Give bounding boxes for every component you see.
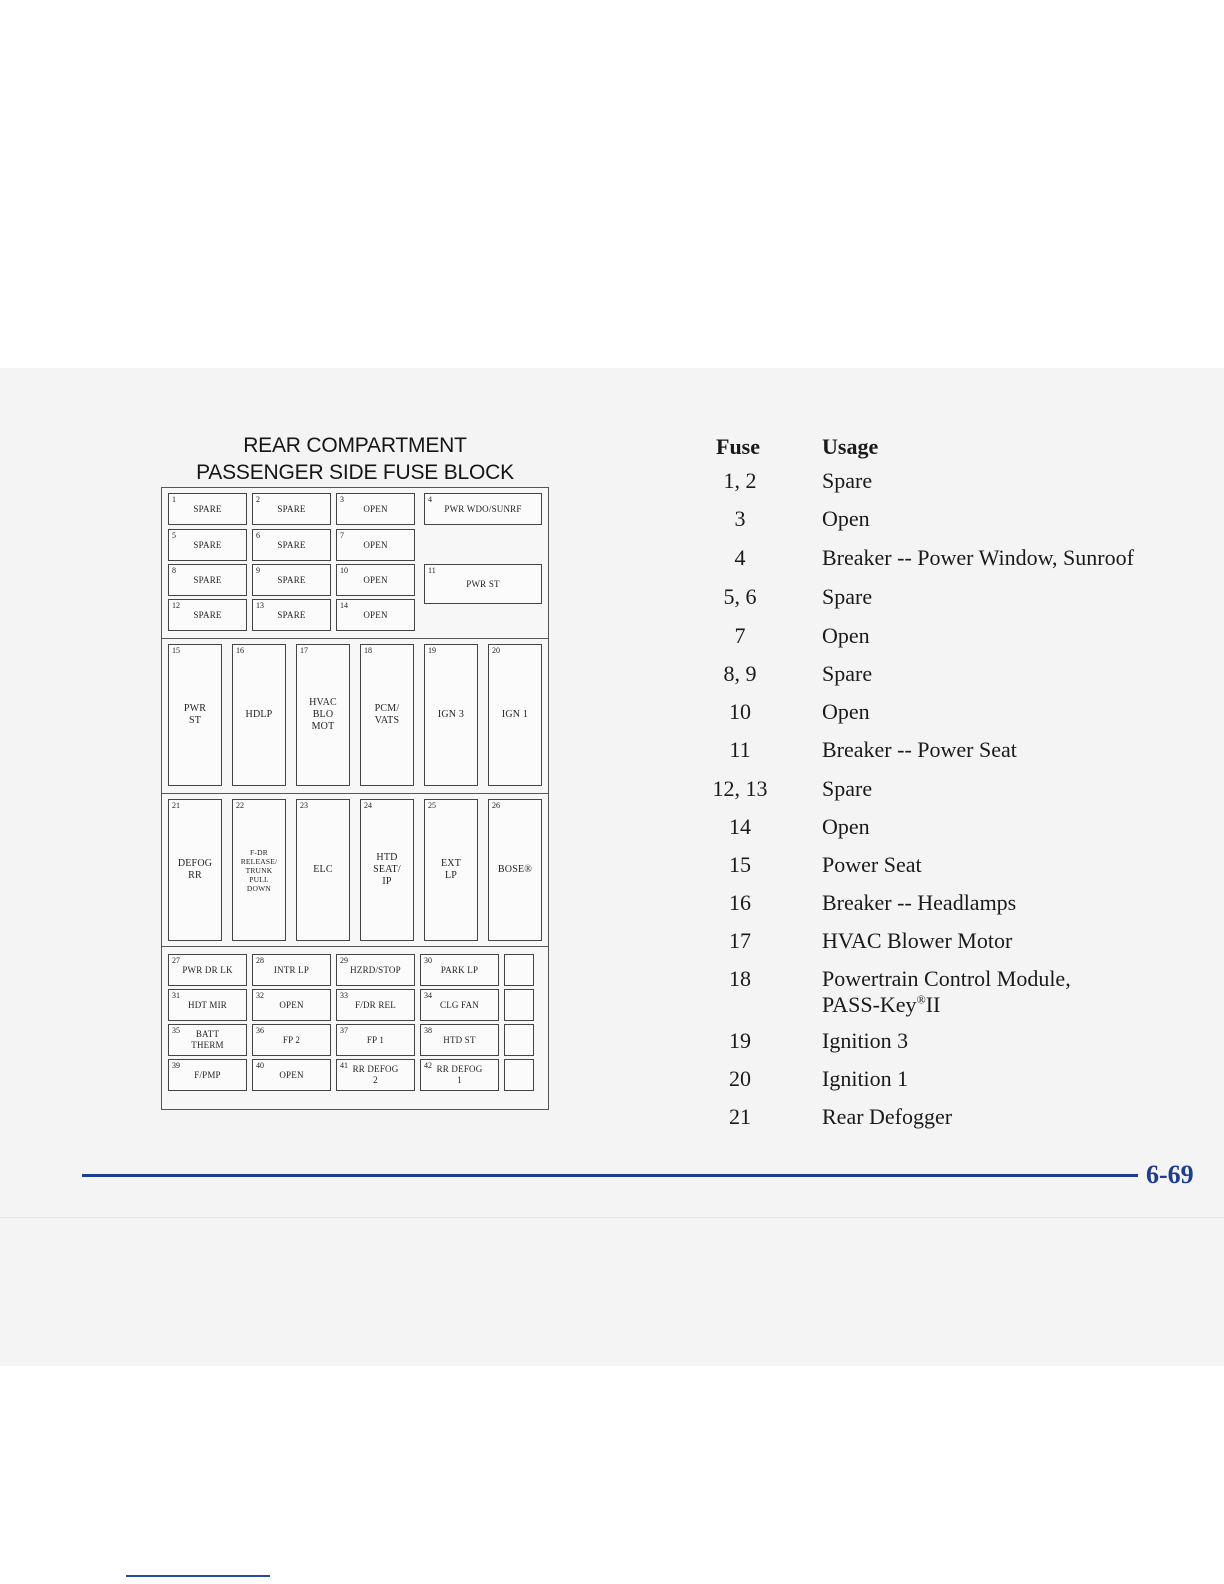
fuse-number-cell: 4 <box>734 545 746 570</box>
fuse-label: IGN 3 <box>437 709 465 720</box>
fuse-number: 40 <box>256 1061 264 1070</box>
fuse-label: SPARE <box>193 574 222 585</box>
fuse-label: PWR DR LK <box>182 964 233 975</box>
fuse-number: 14 <box>340 601 348 610</box>
fuse-number: 24 <box>364 801 372 810</box>
fuse-number: 32 <box>256 991 264 1000</box>
fuse-label: PWR WDO/SUNRF <box>444 503 522 514</box>
table-row <box>0 1028 1224 1056</box>
fuse-number: 28 <box>256 956 264 965</box>
fuse-number-cell: 18 <box>729 966 751 991</box>
fuse-number-cell: 16 <box>729 890 751 915</box>
usage-cell: HVAC Blower Motor <box>822 928 1013 953</box>
usage-cell: Spare <box>822 776 873 801</box>
fuse-number: 42 <box>424 1061 432 1070</box>
fuse-number-cell: 7 <box>734 623 746 648</box>
table-row <box>0 545 1224 573</box>
fuse-number: 5 <box>172 531 176 540</box>
fuse-number: 39 <box>172 1061 180 1070</box>
column-header-fuse: Fuse <box>716 434 760 459</box>
fuse-number-cell: 15 <box>729 852 751 877</box>
fuse-number: 27 <box>172 956 180 965</box>
usage-cell: Open <box>822 814 870 839</box>
column-header-usage: Usage <box>822 434 879 459</box>
usage-cell: Ignition 1 <box>822 1066 909 1091</box>
fuse-number: 35 <box>172 1026 180 1035</box>
fuse-number: 12 <box>172 601 180 610</box>
fuse-number: 13 <box>256 601 264 610</box>
fuse-label: OPEN <box>363 539 388 550</box>
fuse-number: 11 <box>428 566 436 575</box>
table-row <box>0 506 1224 534</box>
fuse-number: 33 <box>340 991 348 1000</box>
link-underline <box>126 1575 270 1577</box>
table-row <box>0 468 1224 496</box>
diagram-title-line-2: PASSENGER SIDE FUSE BLOCK <box>196 461 514 484</box>
fuse-number: 21 <box>172 801 180 810</box>
fuse-number-cell: 14 <box>729 814 751 839</box>
fuse-label: HTD SEAT/ IP <box>373 852 401 887</box>
fuse-label: OPEN <box>363 503 388 514</box>
fuse-label: ELC <box>313 864 333 875</box>
fuse-number: 7 <box>340 531 344 540</box>
usage-cell: Open <box>822 699 870 724</box>
fuse-number: 15 <box>172 646 180 655</box>
fuse-number-cell: 1, 2 <box>723 468 757 493</box>
fuse-label: OPEN <box>363 609 388 620</box>
table-row <box>0 776 1224 804</box>
fuse-number: 26 <box>492 801 500 810</box>
usage-cell: Ignition 3 <box>822 1028 909 1053</box>
fuse-number-cell: 11 <box>729 737 751 762</box>
page-number: 6-69 <box>1146 1160 1194 1189</box>
fuse-number: 37 <box>340 1026 348 1035</box>
fuse-label: INTR LP <box>273 964 310 975</box>
fuse-number: 31 <box>172 991 180 1000</box>
table-row <box>0 852 1224 880</box>
fuse-label: HTD ST <box>443 1034 476 1045</box>
fuse-label: HDLP <box>245 709 273 720</box>
diagram-title-line-1: REAR COMPARTMENT <box>243 434 467 457</box>
usage-cell: Rear Defogger <box>822 1104 953 1129</box>
fuse-label: CLG FAN <box>440 999 479 1010</box>
usage-cell: Power Seat <box>822 852 922 877</box>
fuse-label: SPARE <box>193 503 222 514</box>
fuse-label: FP 2 <box>282 1034 301 1045</box>
fuse-label: SPARE <box>193 539 222 550</box>
fuse-label: BATT THERM <box>191 1029 224 1050</box>
fuse-label: HZRD/STOP <box>350 964 401 975</box>
fuse-number: 22 <box>236 801 244 810</box>
table-row <box>0 928 1224 956</box>
fuse-number: 38 <box>424 1026 432 1035</box>
usage-cell: Open <box>822 506 870 531</box>
fuse-number: 8 <box>172 566 176 575</box>
fuse-number: 2 <box>256 495 260 504</box>
usage-cell: Spare <box>822 584 873 609</box>
table-row <box>0 623 1224 651</box>
fuse-number: 4 <box>428 495 432 504</box>
table-row <box>0 1104 1224 1132</box>
table-row <box>0 814 1224 842</box>
fuse-label: RR DEFOG 2 <box>352 1064 399 1085</box>
fuse-number: 20 <box>492 646 500 655</box>
table-row <box>0 1066 1224 1094</box>
fuse-number: 19 <box>428 646 436 655</box>
usage-cell: Open <box>822 623 870 648</box>
fuse-number: 9 <box>256 566 260 575</box>
fuse-number: 17 <box>300 646 308 655</box>
fuse-label: SPARE <box>277 574 306 585</box>
usage-cell: Spare <box>822 661 873 686</box>
usage-cell: Breaker -- Headlamps <box>822 890 1017 915</box>
fuse-label: SPARE <box>277 539 306 550</box>
fuse-number-cell: 8, 9 <box>723 661 757 686</box>
fuse-label: HVAC BLO MOT <box>309 697 337 732</box>
fuse-label: SPARE <box>277 503 306 514</box>
fuse-number: 36 <box>256 1026 264 1035</box>
fuse-number: 41 <box>340 1061 348 1070</box>
fuse-number: 30 <box>424 956 432 965</box>
fuse-label: FP 1 <box>366 1034 385 1045</box>
fuse-label: RR DEFOG 1 <box>436 1064 483 1085</box>
fuse-number-cell: 12, 13 <box>712 776 768 801</box>
fuse-number: 25 <box>428 801 436 810</box>
fuse-label: EXT LP <box>440 858 462 881</box>
table-row <box>0 699 1224 727</box>
fuse-number: 29 <box>340 956 348 965</box>
fuse-number: 18 <box>364 646 372 655</box>
faint-divider <box>0 1217 1224 1218</box>
fuse-label: OPEN <box>363 574 388 585</box>
fuse-number: 23 <box>300 801 308 810</box>
fuse-label: PWR ST <box>183 703 207 726</box>
fuse-number: 6 <box>256 531 260 540</box>
fuse-label: IGN 1 <box>501 709 529 720</box>
fuse-number: 1 <box>172 495 176 504</box>
fuse-label: SPARE <box>277 609 306 620</box>
usage-cell: Powertrain Control Module, PASS-Key®II <box>822 966 1071 1017</box>
table-row <box>0 661 1224 689</box>
fuse-label: OPEN <box>279 1069 304 1080</box>
fuse-number-cell: 21 <box>729 1104 751 1129</box>
fuse-number-cell: 3 <box>734 506 746 531</box>
fuse-number-cell: 10 <box>729 699 751 724</box>
table-row <box>0 584 1224 612</box>
fuse-number: 16 <box>236 646 244 655</box>
fuse-number-cell: 17 <box>729 928 751 953</box>
fuse-number-cell: 5, 6 <box>723 584 757 609</box>
fuse-number-cell: 19 <box>729 1028 751 1053</box>
fuse-label: PARK LP <box>440 964 479 975</box>
usage-cell: Spare <box>822 468 873 493</box>
fuse-label: HDT MIR <box>188 999 227 1010</box>
fuse-label: DEFOG RR <box>177 858 213 881</box>
fuse-label: F-DR RELEASE/ TRUNK PULL DOWN <box>240 847 278 893</box>
table-row <box>0 737 1224 765</box>
fuse-number: 34 <box>424 991 432 1000</box>
fuse-label: F/DR REL <box>355 999 396 1010</box>
footer-rule <box>82 1174 1138 1177</box>
usage-cell: Breaker -- Power Window, Sunroof <box>822 545 1134 570</box>
fuse-number-cell: 20 <box>729 1066 751 1091</box>
fuse-label: PWR ST <box>466 578 500 589</box>
fuse-label: BOSE® <box>497 864 533 875</box>
fuse-label: OPEN <box>279 999 304 1010</box>
fuse-label: PCM/ VATS <box>374 703 400 726</box>
fuse-label: SPARE <box>193 609 222 620</box>
fuse-number: 10 <box>340 566 348 575</box>
table-row <box>0 890 1224 918</box>
fuse-label: F/PMP <box>194 1069 221 1080</box>
usage-cell: Breaker -- Power Seat <box>822 737 1017 762</box>
fuse-number: 3 <box>340 495 344 504</box>
